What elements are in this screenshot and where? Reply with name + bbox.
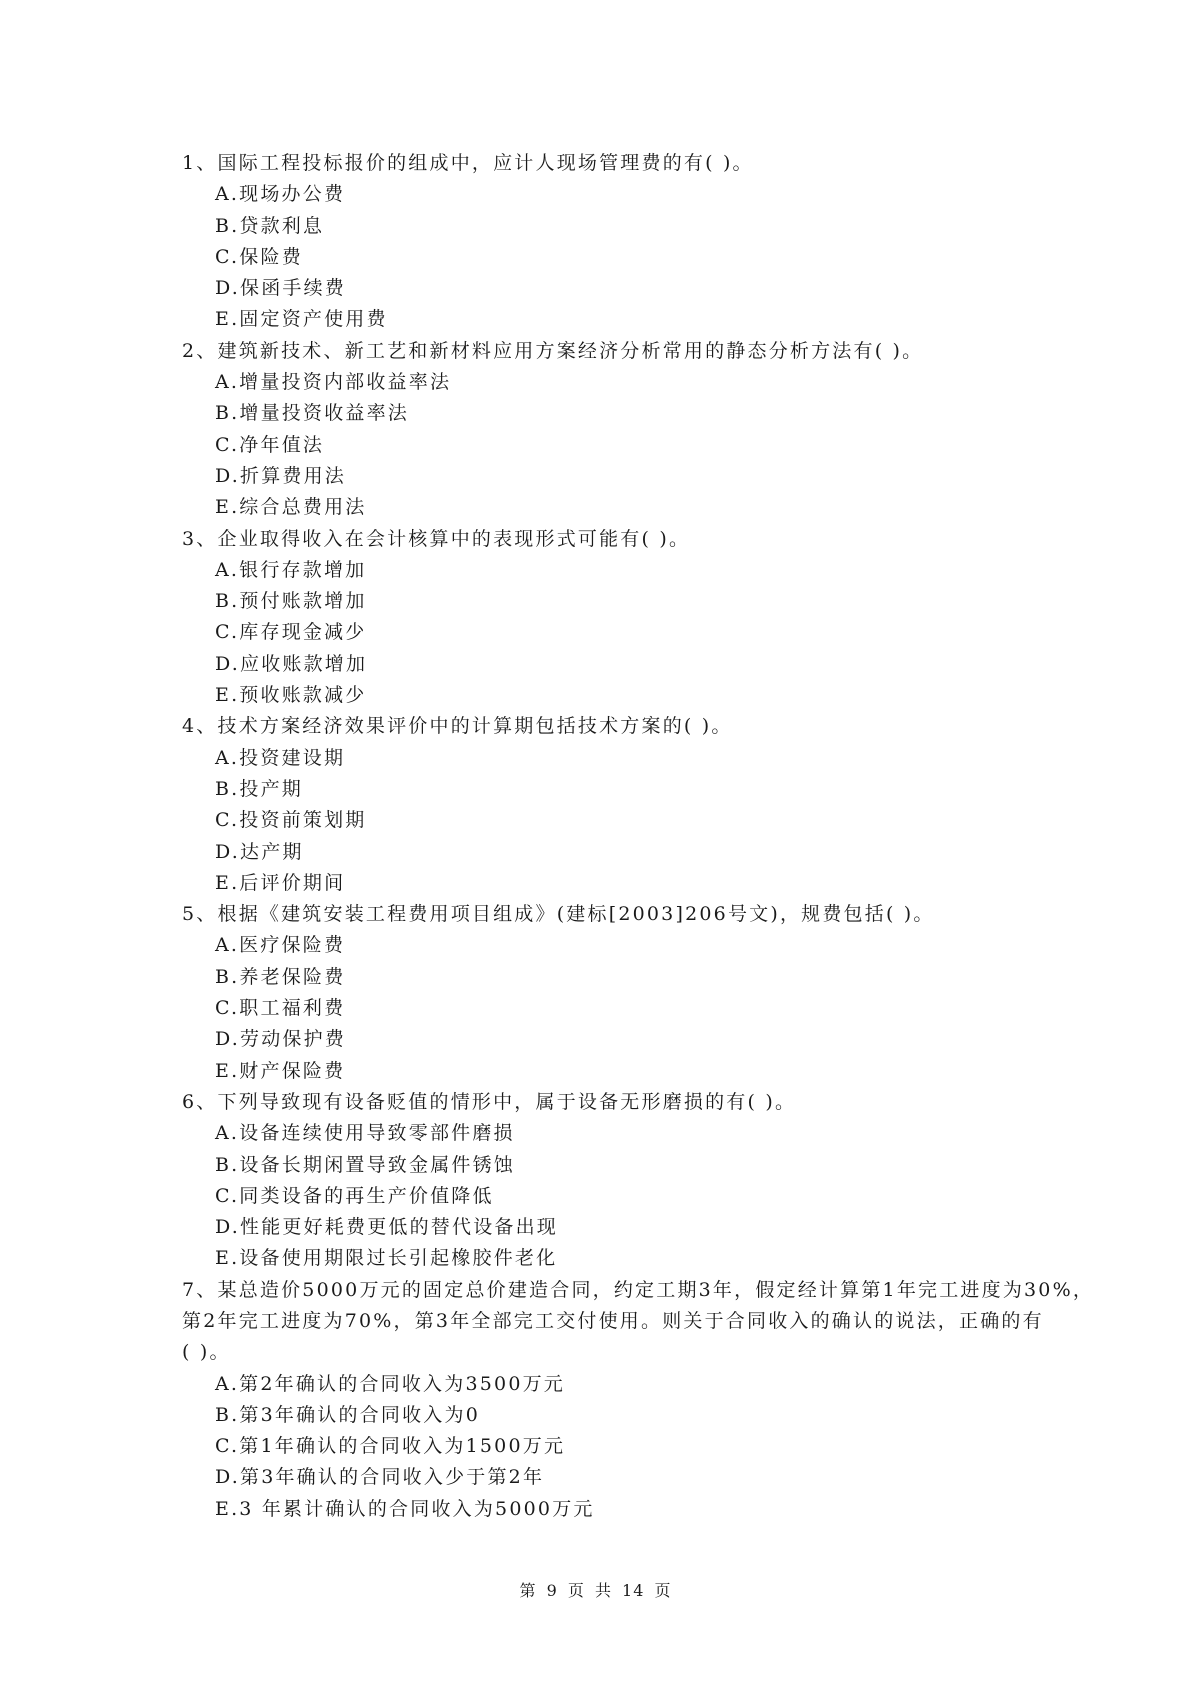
option-d: D.性能更好耗费更低的替代设备出现 xyxy=(215,1216,558,1239)
question-6 xyxy=(182,1087,1022,1275)
option-d: D.折算费用法 xyxy=(215,464,346,487)
question-5 xyxy=(182,899,1022,1087)
option-a: A.现场办公费 xyxy=(215,183,346,206)
question-stem-line-2: 第2年完工进度为70%，第3年全部完工交付使用。则关于合同收入的确认的说法，正确的有 xyxy=(182,1309,1044,1332)
option-a: A.医疗保险费 xyxy=(215,934,346,957)
question-stem-line-3: ( )。 xyxy=(182,1341,231,1364)
option-c: C.库存现金减少 xyxy=(215,621,367,644)
question-3 xyxy=(182,524,1022,712)
option-a: A.增量投资内部收益率法 xyxy=(215,371,452,394)
question-stem-line-1: 7、某总造价5000万元的固定总价建造合同，约定工期3年，假定经计算第1年完工进度为30%， xyxy=(182,1278,1095,1301)
question-stem: 1、国际工程投标报价的组成中，应计人现场管理费的有( )。 xyxy=(182,152,754,174)
option-d: D.应收账款增加 xyxy=(215,652,368,675)
option-c: C.职工福利费 xyxy=(215,997,346,1020)
question-stem: 2、建筑新技术、新工艺和新材料应用方案经济分析常用的静态分析方法有( )。 xyxy=(182,339,924,362)
option-e: E.固定资产使用费 xyxy=(215,308,388,331)
page-number: 第 9 页 共 14 页 xyxy=(519,1581,672,1600)
option-e: E.后评价期间 xyxy=(215,871,346,894)
option-b: B.设备长期闲置导致金属件锈蚀 xyxy=(215,1153,516,1176)
question-stem: 6、下列导致现有设备贬值的情形中，属于设备无形磨损的有( )。 xyxy=(182,1090,797,1113)
question-4 xyxy=(182,711,1022,899)
question-stem: 4、技术方案经济效果评价中的计算期包括技术方案的( )。 xyxy=(182,715,733,738)
option-c: C.保险费 xyxy=(215,245,303,268)
option-a: A.投资建设期 xyxy=(215,746,346,769)
option-e: E.预收账款减少 xyxy=(215,684,367,707)
option-b: B.贷款利息 xyxy=(215,214,325,237)
option-b: B.投产期 xyxy=(215,777,304,800)
question-stem: 5、根据《建筑安装工程费用项目组成》(建标[2003]206号文)，规费包括( )。 xyxy=(182,903,935,926)
option-d: D.第3年确认的合同收入少于第2年 xyxy=(215,1466,545,1489)
option-d: D.保函手续费 xyxy=(215,277,346,300)
option-c: C.净年值法 xyxy=(215,433,325,456)
question-list xyxy=(182,148,1095,1525)
option-e: E.综合总费用法 xyxy=(215,496,367,519)
option-d: D.劳动保护费 xyxy=(215,1028,346,1051)
option-a: A.设备连续使用导致零部件磨损 xyxy=(215,1122,515,1145)
option-b: B.养老保险费 xyxy=(215,965,346,988)
option-a: A.第2年确认的合同收入为3500万元 xyxy=(215,1372,566,1395)
option-b: B.第3年确认的合同收入为0 xyxy=(215,1403,480,1426)
option-b: B.预付账款增加 xyxy=(215,590,367,613)
option-c: C.投资前策划期 xyxy=(215,809,367,832)
option-c: C.第1年确认的合同收入为1500万元 xyxy=(215,1435,566,1458)
option-e: E.3 年累计确认的合同收入为5000万元 xyxy=(215,1497,595,1520)
option-d: D.达产期 xyxy=(215,840,304,863)
option-c: C.同类设备的再生产价值降低 xyxy=(215,1184,494,1207)
question-2 xyxy=(182,336,1022,524)
option-a: A.银行存款增加 xyxy=(215,558,367,581)
option-b: B.增量投资收益率法 xyxy=(215,402,410,425)
option-e: E.设备使用期限过长引起橡胶件老化 xyxy=(215,1247,558,1270)
question-7 xyxy=(182,1275,1095,1525)
option-e: E.财产保险费 xyxy=(215,1059,346,1082)
question-1 xyxy=(182,148,1022,336)
question-stem: 3、企业取得收入在会计核算中的表现形式可能有( )。 xyxy=(182,527,691,550)
